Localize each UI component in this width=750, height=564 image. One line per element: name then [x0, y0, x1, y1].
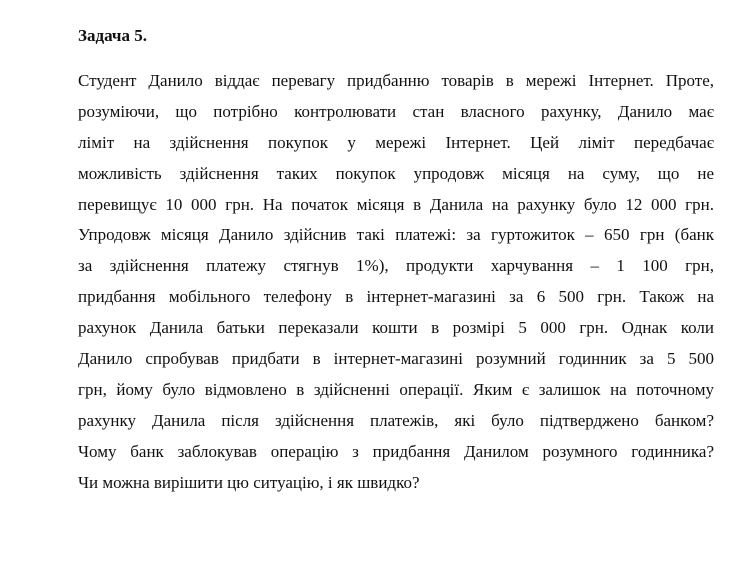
paragraph-line-8: придбання мобільного телефону в інтернет-магазині за 6 500 грн. Також на [78, 287, 714, 307]
task-title: Задача 5. [78, 26, 147, 45]
cut-off-previous-line [78, 0, 714, 2]
paragraph-line-12: рахунку Данила після здійснення платежів, які було підтверджено банком? [78, 410, 714, 430]
task-paragraph [78, 66, 714, 498]
paragraph-line-1: Студент Данило віддає перевагу придбанню товарів в мережі Інтернет. Проте, [78, 71, 714, 90]
paragraph-line-14: Чи можна вирішити цю ситуацію, і як швидко? [78, 472, 420, 492]
paragraph-line-4: можливість здійснення таких покупок упродовж місяця на суму, що не [78, 163, 714, 183]
paragraph-line-7: за здійснення платежу стягнув 1%), продукти харчування – 1 100 грн, [78, 256, 714, 276]
paragraph-line-13: Чому банк заблокував операцію з придбання Данилом розумного годинника? [78, 441, 714, 461]
paragraph-line-6: Упродовж місяця Данило здійснив такі платежі: за гуртожиток – 650 грн (банк [78, 225, 714, 245]
paragraph-line-10: Данило спробував придбати в інтернет-магазині розумний годинник за 5 500 [78, 349, 714, 369]
paragraph-line-9: рахунок Данила батьки переказали кошти в розмірі 5 000 грн. Однак коли [78, 318, 714, 338]
paragraph-line-3: ліміт на здійснення покупок у мережі Інтернет. Цей ліміт передбачає [78, 132, 714, 152]
paragraph-line-11: грн, йому було відмовлено в здійсненні операції. Яким є залишок на поточному [78, 379, 714, 399]
paragraph-line-5: перевищує 10 000 грн. На початок місяця в Данила на рахунку було 12 000 грн. [78, 194, 714, 214]
paragraph-line-2: розуміючи, що потрібно контролювати стан власного рахунку, Данило має [78, 101, 714, 121]
